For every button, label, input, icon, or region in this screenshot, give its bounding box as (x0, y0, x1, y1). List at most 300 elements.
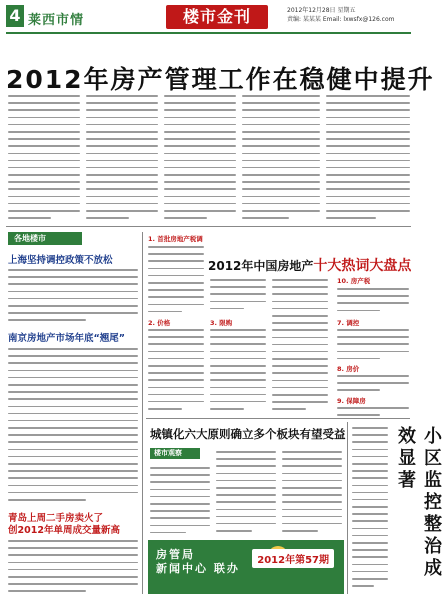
text-line (86, 128, 158, 135)
shanghai-story-title: 上海坚持调控政策不放松 (8, 255, 113, 266)
text-line (216, 520, 276, 527)
text-line (148, 384, 204, 391)
text-line (326, 106, 410, 113)
text-line (148, 362, 204, 369)
text-line (150, 493, 210, 500)
text-line (164, 157, 236, 164)
text-line (242, 128, 320, 135)
text-line (164, 171, 236, 178)
text-line (242, 185, 320, 192)
text-line (8, 395, 138, 402)
text-line (8, 150, 80, 157)
community-story-col-1 (352, 424, 388, 594)
regional-market-tag: 各地楼市 (8, 232, 82, 245)
text-line (164, 99, 236, 106)
text-line (272, 384, 328, 391)
text-line (242, 92, 320, 99)
text-line (210, 283, 266, 290)
text-line (337, 372, 409, 379)
text-line (8, 106, 80, 113)
text-line (148, 250, 204, 257)
text-line (352, 517, 388, 524)
text-line (8, 587, 86, 594)
text-line (272, 341, 328, 348)
lead-column-2 (86, 92, 158, 222)
text-line (272, 405, 306, 412)
text-line (164, 150, 236, 157)
text-line (210, 405, 244, 412)
urbanization-body-2 (216, 448, 276, 536)
text-line (150, 522, 210, 529)
text-line (164, 128, 236, 135)
text-line (282, 520, 342, 527)
text-line (8, 200, 80, 207)
text-line (8, 544, 138, 551)
text-line (352, 424, 388, 431)
shanghai-story-body (8, 266, 138, 324)
hot-word-8-body (337, 372, 409, 394)
hot-word-2: 2. 价格 (148, 319, 171, 327)
feature-col-1 (210, 276, 266, 314)
text-line (148, 308, 182, 315)
text-line (8, 573, 138, 580)
editor-line: 责编: 某某某 Email: lxwsfx@126.com (287, 16, 395, 23)
text-line (272, 355, 328, 362)
text-line (242, 150, 320, 157)
text-line (86, 214, 129, 221)
date-line: 2012年12月28日 星期五 (287, 7, 356, 14)
feature-col-2 (272, 276, 328, 412)
text-line (272, 348, 328, 355)
urbanization-title: 城镇化六大原则确立多个板块有望受益 (150, 427, 346, 441)
text-line (352, 568, 388, 575)
text-line (164, 142, 236, 149)
text-line (8, 207, 80, 214)
community-story-title: 小区监控整治成效显著 (395, 426, 442, 580)
hot-word-1-body (148, 243, 204, 315)
urbanization-body-1 (150, 464, 210, 536)
column-divider-left (142, 232, 143, 594)
text-line (8, 352, 138, 359)
text-line (8, 431, 138, 438)
text-line (86, 142, 158, 149)
text-line (326, 157, 410, 164)
text-line (150, 471, 210, 478)
text-line (8, 381, 138, 388)
text-line (148, 355, 204, 362)
text-line (164, 207, 236, 214)
text-line (242, 157, 320, 164)
text-line (8, 446, 138, 453)
text-line (352, 525, 388, 532)
text-line (352, 431, 388, 438)
ad-line-2: 新闻中心 联办 (156, 562, 240, 575)
ad-line-1: 房管局 (156, 548, 195, 561)
text-line (352, 532, 388, 539)
text-line (337, 285, 409, 292)
text-line (337, 348, 409, 355)
text-line (210, 340, 266, 347)
text-line (326, 128, 410, 135)
hot-word-3-body (210, 326, 266, 412)
text-line (148, 279, 204, 286)
text-line (272, 298, 328, 305)
text-line (272, 398, 328, 405)
header-rule (6, 32, 411, 34)
text-line (242, 121, 320, 128)
section-divider (6, 226, 411, 227)
text-line (352, 467, 388, 474)
text-line (148, 257, 204, 264)
text-line (282, 470, 342, 477)
text-line (210, 398, 266, 405)
text-line (210, 348, 266, 355)
text-line (282, 455, 342, 462)
text-line (148, 333, 204, 340)
text-line (8, 453, 138, 460)
text-line (164, 200, 236, 207)
text-line (86, 121, 158, 128)
text-line (148, 301, 204, 308)
text-line (352, 539, 388, 546)
text-line (272, 319, 328, 326)
text-line (8, 142, 80, 149)
text-line (148, 340, 204, 347)
text-line (337, 292, 409, 299)
text-line (352, 474, 388, 481)
text-line (148, 293, 204, 300)
text-line (272, 326, 328, 333)
text-line (352, 489, 388, 496)
text-line (8, 559, 138, 566)
text-line (148, 376, 204, 383)
text-line (216, 498, 276, 505)
lead-column-1 (8, 92, 80, 222)
text-line (352, 482, 388, 489)
text-line (326, 92, 410, 99)
text-line (272, 369, 328, 376)
text-line (8, 537, 138, 544)
text-line (282, 513, 342, 520)
text-line (352, 582, 374, 589)
text-line (8, 474, 138, 481)
text-line (148, 391, 204, 398)
text-line (8, 496, 86, 503)
text-line (210, 290, 266, 297)
text-line (272, 362, 328, 369)
text-line (242, 193, 320, 200)
page-header (6, 5, 411, 31)
text-line (210, 298, 266, 305)
lead-column-4 (242, 92, 320, 222)
text-line (337, 333, 409, 340)
text-line (352, 460, 388, 467)
text-line (282, 477, 342, 484)
hot-word-8: 8. 房价 (337, 365, 360, 373)
text-line (8, 266, 138, 273)
text-line (148, 405, 182, 412)
text-line (86, 92, 158, 99)
text-line (8, 403, 138, 410)
hot-word-2-body (148, 326, 204, 412)
qingdao-story-title-2: 创2012年单周成交量新高 (8, 525, 120, 536)
text-line (164, 106, 236, 113)
text-line (8, 367, 138, 374)
feature-title-prefix: 2012年中国房地产 (208, 259, 314, 273)
text-line (86, 200, 158, 207)
text-line (326, 135, 410, 142)
text-line (242, 164, 320, 171)
text-line (210, 355, 266, 362)
text-line (8, 482, 138, 489)
text-line (272, 283, 328, 290)
nanjing-story-title: 南京房地产市场年底“翘尾” (8, 333, 125, 344)
text-line (150, 500, 210, 507)
text-line (210, 369, 266, 376)
feature-title (208, 255, 411, 275)
text-line (216, 506, 276, 513)
text-line (86, 99, 158, 106)
text-line (8, 128, 80, 135)
text-line (8, 316, 86, 323)
hot-word-10-body (337, 285, 409, 315)
text-line (86, 114, 158, 121)
text-line (8, 114, 80, 121)
text-line (8, 288, 138, 295)
text-line (86, 135, 158, 142)
text-line (150, 529, 186, 536)
text-line (148, 369, 204, 376)
text-line (272, 312, 328, 319)
qingdao-story-title-1: 青岛上周二手房卖火了 (8, 513, 104, 524)
text-line (272, 290, 328, 297)
text-line (164, 214, 207, 221)
text-line (326, 150, 410, 157)
text-line (8, 388, 138, 395)
text-line (210, 305, 244, 312)
text-line (337, 386, 380, 393)
text-line (148, 326, 204, 333)
text-line (8, 489, 138, 496)
text-line (216, 513, 276, 520)
text-line (210, 362, 266, 369)
text-line (242, 142, 320, 149)
text-line (272, 276, 328, 283)
text-line (8, 424, 138, 431)
hot-word-9: 9. 保障房 (337, 397, 366, 405)
text-line (242, 207, 320, 214)
text-line (164, 178, 236, 185)
text-line (86, 106, 158, 113)
hot-word-7-body (337, 326, 409, 362)
text-line (216, 491, 276, 498)
text-line (8, 460, 138, 467)
text-line (282, 506, 342, 513)
text-line (337, 299, 409, 306)
text-line (337, 340, 409, 347)
text-line (150, 486, 210, 493)
text-line (8, 295, 138, 302)
text-line (352, 510, 388, 517)
text-line (86, 207, 158, 214)
text-line (210, 276, 266, 283)
text-line (216, 470, 276, 477)
text-line (242, 106, 320, 113)
text-line (272, 305, 328, 312)
text-line (210, 384, 266, 391)
text-line (8, 580, 138, 587)
ad-issue-number: 2012年第57期 (252, 549, 334, 568)
text-line (337, 355, 380, 362)
text-line (164, 92, 236, 99)
page-number: 4 (6, 5, 24, 27)
text-line (352, 446, 388, 453)
text-line (150, 514, 210, 521)
text-line (326, 99, 410, 106)
text-line (164, 114, 236, 121)
text-line (242, 171, 320, 178)
text-line (216, 462, 276, 469)
text-line (86, 150, 158, 157)
text-line (326, 214, 376, 221)
text-line (282, 491, 342, 498)
text-line (352, 453, 388, 460)
hot-word-1: 1. 首批房地产税调 (148, 235, 203, 243)
text-line (282, 462, 342, 469)
text-line (282, 527, 318, 534)
text-line (164, 164, 236, 171)
text-line (8, 309, 138, 316)
text-line (216, 477, 276, 484)
main-headline: 2012年房产管理工作在稳健中提升 (6, 65, 435, 94)
text-line (148, 265, 204, 272)
text-line (148, 243, 204, 250)
text-line (242, 135, 320, 142)
middle-divider (146, 418, 410, 419)
text-line (8, 178, 80, 185)
text-line (86, 178, 158, 185)
text-line (8, 438, 138, 445)
feature-title-highlight: 十大热词大盘点 (313, 258, 412, 274)
text-line (216, 448, 276, 455)
text-line (150, 478, 210, 485)
text-line (164, 121, 236, 128)
text-line (326, 193, 410, 200)
housing-bureau-ad (148, 540, 344, 594)
hot-word-7: 7. 调控 (337, 319, 360, 327)
text-line (210, 376, 266, 383)
text-line (148, 348, 204, 355)
market-watch-tag: 楼市观察 (150, 448, 200, 459)
text-line (216, 455, 276, 462)
text-line (8, 410, 138, 417)
text-line (326, 142, 410, 149)
header-meta (287, 6, 411, 24)
hot-word-9-body (337, 404, 409, 418)
text-line (272, 391, 328, 398)
text-line (242, 214, 289, 221)
text-line (242, 99, 320, 106)
text-line (210, 333, 266, 340)
text-line (282, 484, 342, 491)
text-line (326, 114, 410, 121)
text-line (210, 326, 266, 333)
text-line (8, 374, 138, 381)
section-name: 莱西市情 (28, 13, 85, 28)
text-line (148, 286, 204, 293)
text-line (282, 448, 342, 455)
banner-text: 楼市金刊 (182, 7, 251, 26)
text-line (8, 359, 138, 366)
text-line (242, 114, 320, 121)
text-line (272, 377, 328, 384)
text-line (326, 207, 410, 214)
text-line (272, 334, 328, 341)
text-line (326, 171, 410, 178)
text-line (86, 157, 158, 164)
text-line (8, 171, 80, 178)
text-line (164, 193, 236, 200)
text-line (326, 164, 410, 171)
hot-word-3: 3. 限购 (210, 319, 233, 327)
text-line (352, 575, 388, 582)
text-line (86, 193, 158, 200)
text-line (8, 417, 138, 424)
text-line (8, 566, 138, 573)
text-line (337, 307, 380, 314)
text-line (216, 527, 252, 534)
text-line (326, 121, 410, 128)
text-line (352, 546, 388, 553)
lead-column-5 (326, 92, 410, 222)
text-line (352, 496, 388, 503)
text-line (216, 484, 276, 491)
text-line (164, 185, 236, 192)
text-line (337, 379, 409, 386)
text-line (164, 135, 236, 142)
text-line (8, 280, 138, 287)
lead-column-3 (164, 92, 236, 222)
text-line (8, 551, 138, 558)
text-line (148, 272, 204, 279)
text-line (352, 553, 388, 560)
text-line (8, 193, 80, 200)
urbanization-body-3 (282, 448, 342, 536)
column-divider-right (347, 422, 348, 594)
column-banner (166, 5, 268, 29)
text-line (86, 171, 158, 178)
text-line (326, 200, 410, 207)
text-line (326, 185, 410, 192)
text-line (8, 302, 138, 309)
text-line (86, 185, 158, 192)
text-line (86, 164, 158, 171)
text-line (8, 185, 80, 192)
text-line (242, 200, 320, 207)
text-line (210, 391, 266, 398)
text-line (8, 345, 138, 352)
text-line (8, 157, 80, 164)
text-line (148, 398, 204, 405)
hot-word-10: 10. 房产税 (337, 277, 371, 285)
text-line (150, 507, 210, 514)
text-line (337, 404, 409, 411)
text-line (242, 178, 320, 185)
text-line (326, 178, 410, 185)
text-line (282, 498, 342, 505)
text-line (8, 135, 80, 142)
text-line (352, 503, 388, 510)
